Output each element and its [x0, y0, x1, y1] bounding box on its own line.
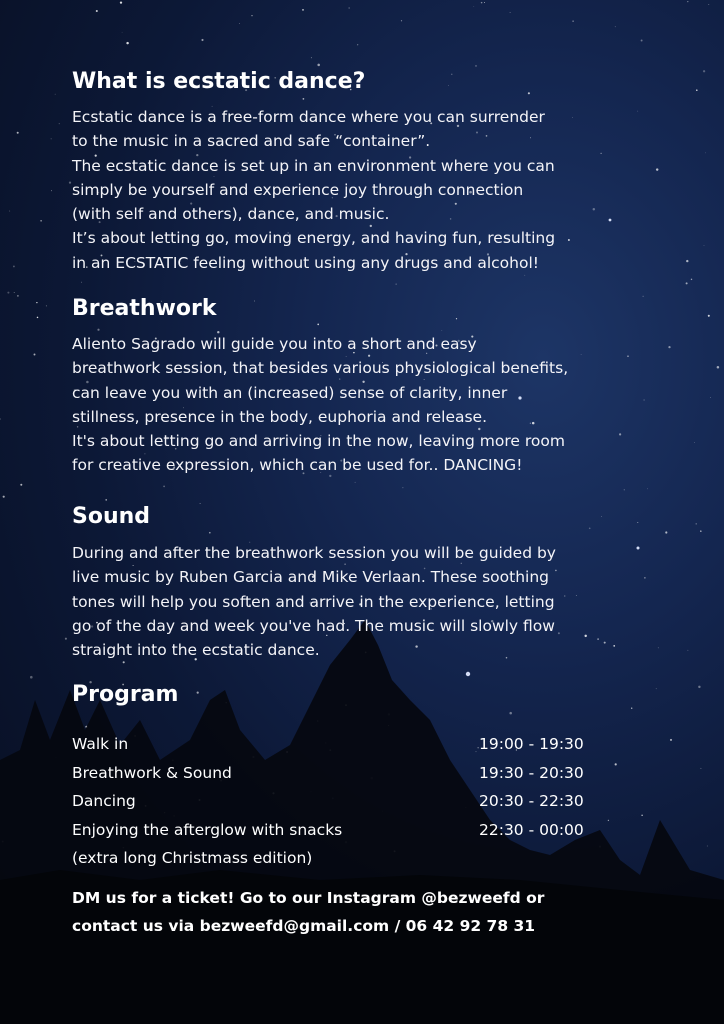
star	[163, 485, 165, 487]
star	[509, 712, 512, 715]
star	[613, 645, 615, 647]
schedule-activity: Walk in	[72, 735, 129, 753]
star	[528, 92, 530, 94]
paragraph-sound	[72, 541, 556, 662]
star	[484, 2, 485, 3]
star	[30, 676, 33, 679]
star	[637, 522, 638, 523]
star	[34, 354, 36, 356]
star	[581, 354, 582, 355]
star	[665, 531, 667, 533]
text-line: stillness, presence in the body, euphoria and release.	[72, 407, 488, 426]
schedule-time: 20:30 - 22:30	[479, 792, 584, 810]
bright-star	[609, 219, 612, 222]
star	[349, 8, 350, 9]
text-line: in an ECSTATIC feeling without using any drugs and alcohol!	[72, 253, 539, 272]
schedule-row	[72, 787, 632, 816]
star	[69, 182, 71, 184]
schedule-activity: Enjoying the afterglow with snacks	[72, 820, 343, 839]
text-line: Ecstatic dance is a free-form dance where you can surrender	[72, 108, 545, 126]
star	[691, 279, 692, 280]
star	[601, 516, 602, 517]
star	[3, 496, 5, 498]
star	[705, 152, 706, 153]
star	[239, 23, 240, 24]
program-schedule	[72, 730, 632, 873]
star	[600, 153, 601, 154]
text-line: straight into the ecstatic dance.	[72, 641, 320, 660]
star	[703, 70, 705, 72]
star	[656, 168, 658, 170]
star	[17, 295, 19, 297]
heading-ecstatic-dance: What is ecstatic dance?	[72, 69, 366, 94]
paragraph-breathwork	[72, 332, 568, 478]
star	[311, 57, 312, 58]
schedule-activity: Dancing	[72, 792, 136, 810]
star	[51, 190, 52, 191]
star	[627, 356, 628, 357]
star	[120, 1, 122, 3]
star	[209, 532, 211, 534]
star	[558, 632, 560, 634]
text-line: It’s about letting go, moving energy, and having fun, resulting	[72, 229, 556, 248]
text-line: (with self and others), dance, and music.	[72, 205, 390, 224]
star	[355, 482, 356, 483]
star	[357, 44, 358, 45]
star	[302, 9, 304, 11]
text-line: simply be yourself and experience joy through connection	[72, 180, 524, 199]
star	[97, 329, 99, 331]
star	[707, 845, 708, 846]
star	[200, 503, 201, 504]
text-line: breathwork session, that besides various physiological benefits,	[72, 359, 569, 378]
star	[451, 74, 452, 75]
star	[36, 302, 37, 303]
star	[475, 65, 477, 67]
text-line: It's about letting go and arriving in the now, leaving more room	[72, 432, 565, 451]
star	[704, 245, 705, 246]
star	[564, 596, 565, 597]
star	[644, 577, 645, 578]
schedule-activity: Breathwork & Sound	[72, 763, 232, 782]
text-line: live music by Ruben Garcia and Mike Verlaan. These soothing	[72, 568, 549, 587]
star	[473, 6, 474, 7]
star	[568, 239, 570, 241]
star	[46, 305, 47, 306]
star	[122, 32, 123, 33]
star	[700, 768, 701, 769]
star	[688, 650, 689, 651]
star	[696, 89, 698, 91]
star	[624, 489, 625, 490]
schedule-row	[72, 759, 632, 788]
star	[13, 265, 15, 267]
star	[303, 98, 305, 100]
star	[17, 132, 19, 134]
star	[647, 488, 648, 489]
text-line: can leave you with an (increased) sense of clarity, inner	[72, 383, 508, 402]
star	[402, 487, 403, 488]
star	[589, 527, 591, 529]
text-line: The ecstatic dance is set up in an environment where you can	[72, 156, 555, 175]
text-line: During and after the breathwork session you will be guided by	[72, 544, 556, 562]
star	[593, 208, 595, 210]
star	[401, 20, 402, 21]
star	[641, 40, 643, 42]
star	[637, 111, 638, 112]
star	[456, 318, 457, 319]
text-line: for creative expression, which can be used for.. DANCING!	[72, 456, 523, 475]
star	[510, 12, 511, 13]
star	[708, 315, 710, 317]
bright-star	[637, 547, 640, 550]
star	[597, 638, 599, 640]
star	[670, 739, 672, 741]
star	[37, 317, 39, 319]
star	[584, 635, 586, 637]
star	[710, 397, 711, 398]
star	[686, 282, 688, 284]
star	[51, 139, 52, 140]
star	[251, 15, 252, 16]
star	[686, 260, 688, 262]
star	[59, 123, 60, 124]
bright-star	[466, 672, 470, 676]
star	[641, 815, 642, 816]
star	[7, 292, 9, 294]
star	[708, 4, 709, 5]
star	[687, 1, 688, 2]
schedule-time: 19:30 - 20:30	[479, 763, 584, 782]
star	[55, 94, 56, 95]
paragraph-ecstatic-dance	[72, 105, 555, 275]
star	[619, 433, 621, 435]
text-line: tones will help you soften and arrive in the experience, letting	[72, 592, 555, 611]
text-line: to the music in a sacred and safe “container”.	[72, 132, 431, 151]
text-line: Aliento Sagrado will guide you into a short and easy	[72, 335, 477, 353]
star	[254, 301, 255, 302]
star	[317, 324, 319, 326]
heading-program: Program	[72, 682, 179, 707]
star	[201, 39, 203, 41]
star	[700, 530, 702, 532]
star	[615, 26, 616, 27]
star	[658, 647, 659, 648]
star	[604, 642, 606, 644]
star	[441, 330, 442, 331]
star	[197, 691, 199, 693]
star	[317, 64, 320, 67]
star	[396, 284, 397, 285]
cta-line-contact: contact us via bezweefd@gmail.com / 06 42 92 78 31	[72, 917, 536, 935]
star	[0, 418, 1, 420]
star	[105, 499, 107, 501]
star	[481, 2, 483, 4]
schedule-note: (extra long Christmass edition)	[72, 849, 313, 867]
schedule-row	[72, 816, 632, 845]
star	[576, 595, 577, 596]
star	[126, 42, 128, 44]
star	[668, 346, 670, 348]
heading-breathwork: Breathwork	[72, 296, 217, 321]
star	[65, 638, 67, 640]
star	[643, 296, 644, 297]
schedule-time: 22:30 - 00:00	[479, 820, 584, 839]
star	[448, 85, 449, 86]
star	[572, 20, 574, 22]
star	[96, 10, 98, 12]
star	[631, 708, 632, 709]
schedule-row	[72, 730, 632, 759]
star	[717, 366, 720, 369]
star	[694, 442, 695, 443]
star	[572, 117, 573, 118]
text-line: go of the day and week you've had. The music will slowly flow	[72, 616, 555, 635]
schedule-time: 19:00 - 19:30	[479, 735, 584, 753]
star	[656, 688, 657, 689]
star	[20, 484, 22, 486]
star	[40, 220, 42, 222]
star	[643, 399, 644, 400]
star	[696, 523, 697, 524]
star	[14, 292, 15, 293]
cta-line-instagram: DM us for a ticket! Go to our Instagram @bezweefd or	[72, 889, 545, 907]
heading-sound: Sound	[72, 504, 151, 529]
star	[698, 686, 700, 688]
star	[81, 282, 82, 283]
call-to-action	[72, 884, 544, 940]
star	[9, 211, 10, 212]
schedule-row	[72, 844, 632, 873]
